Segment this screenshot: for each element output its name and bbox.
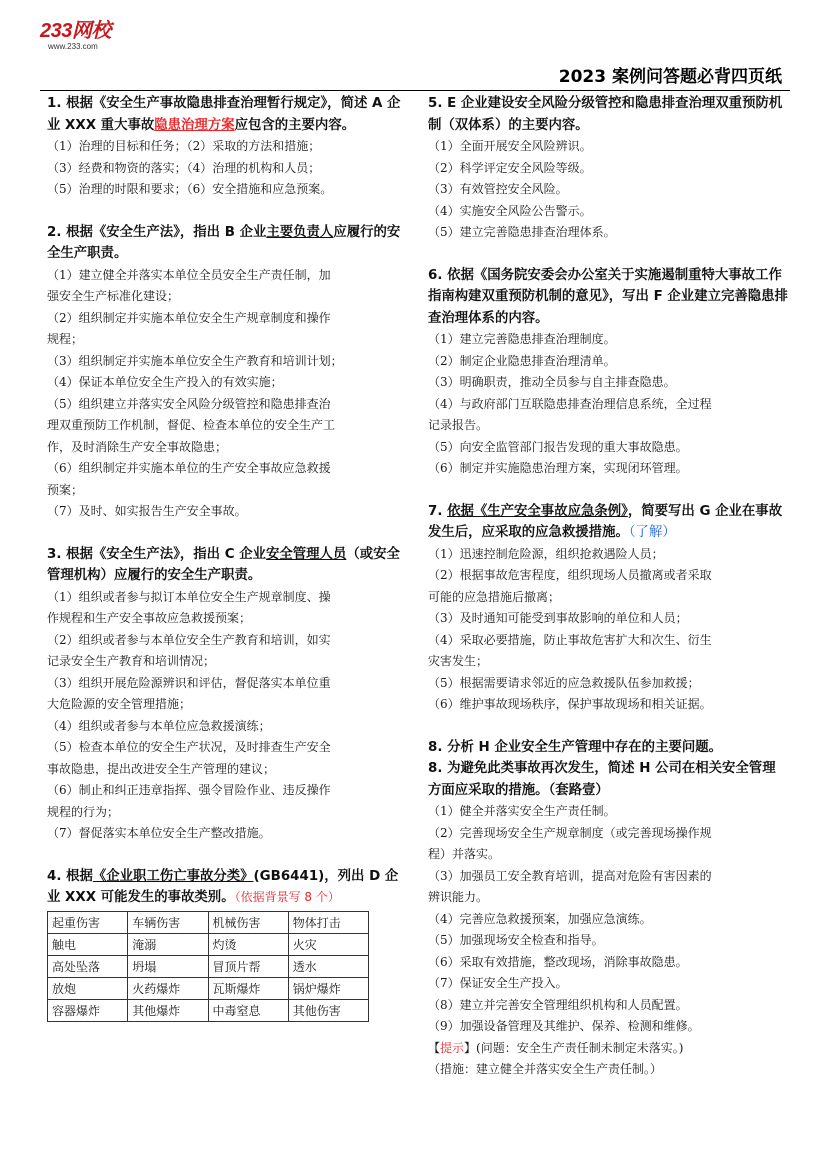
question-7-title: 7. 依据《生产安全事故应急条例》，简要写出 G 企业在事故发生后，应采取的应急救援措施。（了解） [428, 503, 783, 540]
answer-line: （3）经费和物资的落实；（4）治理的机构和人员； [47, 160, 321, 175]
answer-line: （7）保证安全生产投入。 [428, 976, 568, 990]
blue-note: （了解） [628, 525, 676, 540]
logo-text: 233网校 [40, 20, 111, 42]
answer-line: （7）督促落实本单位安全生产整改措施。 [47, 826, 271, 840]
answer-line: 预案； [47, 482, 84, 497]
question-3-title: 3. 根据《安全生产法》，指出 C 企业安全管理人员（或安全管理机构）应履行的安全生产职责。 [47, 546, 400, 583]
answer-line: 规程的行为； [47, 804, 120, 819]
table-cell: 透水 [288, 955, 368, 977]
answer-line: （2）完善现场安全生产规章制度（或完善现场操作规 [428, 825, 712, 840]
answer-line: （9）加强设备管理及其维护、保养、检测和维修。 [428, 1019, 700, 1033]
document-title: 2023 案例问答题必背四页纸 [558, 67, 782, 87]
answer-line: （5）组织建立并落实安全风险分级管控和隐患排查治 [47, 396, 331, 411]
answer-line: （3）组织制定并实施本单位安全生产教育和培训计划； [47, 353, 343, 368]
table-cell: 车辆伤害 [128, 911, 208, 933]
right-column [428, 93, 788, 1081]
answer-line: （4）与政府部门互联隐患排查治理信息系统，全过程 [428, 396, 712, 411]
table-cell: 其他伤害 [288, 999, 368, 1021]
answer-line: 可能的应急措施后撤离； [428, 589, 561, 604]
question-1-answers [47, 136, 407, 201]
tip-label: 提示 [440, 1040, 465, 1055]
table-cell: 物体打击 [288, 911, 368, 933]
table-row [48, 999, 369, 1021]
table-cell: 起重伤害 [48, 911, 128, 933]
question-8-answers [428, 801, 788, 1038]
red-note: （依据背景写 8 个） [234, 890, 340, 904]
logo [40, 20, 111, 51]
header-divider [40, 90, 790, 91]
answer-line: （4）实施安全风险公告警示。 [428, 203, 592, 218]
answer-line: 规程； [47, 332, 84, 346]
underlined-term: 主要负责人 [266, 224, 334, 240]
table-cell: 冒顶片帮 [208, 955, 288, 977]
highlight-term: 隐患治理方案 [154, 117, 235, 133]
answer-line: （8）建立并完善安全管理组织机构和人员配置。 [428, 997, 688, 1012]
underlined-term: 依据《生产安全事故应急条例》 [447, 503, 628, 519]
answer-line: 理双重预防工作机制，督促、检查本单位的安全生产工 [47, 418, 336, 432]
answer-line: （5）向安全监管部门报告发现的重大事故隐患。 [428, 439, 688, 454]
answer-line: （4）采取必要措施，防止事故危害扩大和次生、衍生 [428, 632, 712, 647]
question-4-title: 4. 根据《企业职工伤亡事故分类》(GB6441)，列出 D 企业 XXX 可能发生的事故类别。（依据背景写 8 个） [47, 868, 399, 905]
table-cell: 其他爆炸 [128, 999, 208, 1021]
tip-line: 【提示】(问题：安全生产责任制未制定未落实。) [428, 1040, 684, 1055]
question-8 [428, 737, 788, 1081]
answer-line: （3）组织开展危险源辨识和评估，督促落实本单位重 [47, 675, 331, 690]
answer-line: （1）健全并落实安全生产责任制。 [428, 804, 616, 818]
question-8-subtitle: 8. 为避免此类事故再次发生，简述 H 公司在相关安全管理方面应采取的措施。（套路壹） [428, 761, 776, 798]
table-cell: 坍塌 [128, 955, 208, 977]
question-3-answers [47, 587, 407, 845]
answer-line: （1）组织或者参与拟订本单位安全生产规章制度、操 [47, 589, 331, 604]
table-cell: 火灾 [288, 933, 368, 955]
answer-line: 记录安全生产教育和培训情况； [47, 654, 216, 668]
answer-line: 强安全生产标准化建设； [47, 289, 180, 303]
answer-line: （1）全面开展安全风险辨识。 [428, 139, 592, 153]
underlined-term: 《企业职工伤亡事故分类》 [92, 868, 254, 884]
question-2 [47, 222, 407, 523]
answer-line: 辨识能力。 [428, 890, 489, 904]
answer-line: （7）及时、如实报告生产安全事故。 [47, 504, 247, 518]
answer-line: （5）根据需要请求邻近的应急救援队伍参加救援； [428, 675, 700, 690]
question-8-title: 8. 分析 H 企业安全生产管理中存在的主要问题。 [428, 739, 723, 755]
answer-line: （1）建立完善隐患排查治理制度。 [428, 332, 616, 346]
question-6-title: 6. 依据《国务院安委会办公室关于实施遏制重特大事故工作指南构建双重预防机制的意见》，写出 F 企业建立完善隐患排查治理体系的内容。 [428, 267, 788, 326]
answer-line: （4）保证本单位安全生产投入的有效实施； [47, 375, 283, 389]
table-row [48, 977, 369, 999]
table-cell: 中毒窒息 [208, 999, 288, 1021]
tip-measure: （措施：建立健全并落实安全生产责任制。） [428, 1062, 663, 1076]
answer-line: （3）明确职责，推动全员参与自主排查隐患。 [428, 375, 676, 389]
table-row [48, 955, 369, 977]
table-cell: 锅炉爆炸 [288, 977, 368, 999]
answer-line: （3）有效管控安全风险。 [428, 182, 568, 196]
answer-line: 记录报告。 [428, 418, 489, 432]
question-5 [428, 93, 788, 244]
question-5-title: 5. E 企业建设安全风险分级管控和隐患排查治理双重预防机制（双体系）的主要内容。 [428, 96, 783, 133]
answer-line: （4）完善应急救援预案，加强应急演练。 [428, 911, 652, 926]
question-2-answers [47, 265, 407, 523]
answer-line: （5）检查本单位的安全生产状况，及时排查生产安全 [47, 740, 331, 754]
answer-line: （1）建立健全并落实本单位全员安全生产责任制，加 [47, 267, 331, 282]
answer-line: （6）制止和纠正违章指挥、强令冒险作业、违反操作 [47, 783, 331, 797]
logo-url: www.233.com [48, 42, 98, 51]
question-1 [47, 93, 407, 201]
table-cell: 火药爆炸 [128, 977, 208, 999]
question-6 [428, 265, 788, 480]
accident-category-table [47, 911, 369, 1022]
answer-line: （1）治理的目标和任务；（2）采取的方法和措施； [47, 139, 321, 153]
table-cell: 高处坠落 [48, 955, 128, 977]
question-7 [428, 501, 788, 716]
question-1-title: 1. 根据《安全生产事故隐患排查治理暂行规定》，简述 A 企业 XXX 重大事故隐患治理方案应包含的主要内容。 [47, 96, 401, 133]
answer-line: 作规程和生产安全事故应急救援预案； [47, 611, 252, 625]
answer-line: （4）组织或者参与本单位应急救援演练； [47, 718, 271, 733]
answer-line: （2）组织或者参与本单位安全生产教育和培训，如实 [47, 632, 331, 647]
answer-line: （3）加强员工安全教育培训，提高对危险有害因素的 [428, 868, 712, 883]
question-3 [47, 544, 407, 845]
table-cell: 放炮 [48, 977, 128, 999]
answer-line: （6）组织制定并实施本单位的生产安全事故应急救援 [47, 461, 331, 475]
table-cell: 瓦斯爆炸 [208, 977, 288, 999]
answer-line: 事故隐患，提出改进安全生产管理的建议； [47, 761, 276, 776]
answer-line: （1）迅速控制危险源，组织抢救遇险人员； [428, 546, 664, 561]
table-cell: 容器爆炸 [48, 999, 128, 1021]
answer-line: 大危险源的安全管理措施； [47, 697, 192, 711]
answer-line: （3）及时通知可能受到事故影响的单位和人员； [428, 611, 688, 625]
question-7-answers [428, 544, 788, 716]
table-cell: 灼烫 [208, 933, 288, 955]
table-cell: 淹溺 [128, 933, 208, 955]
answer-line: （5）建立完善隐患排查治理体系。 [428, 225, 616, 239]
answer-line: （2）科学评定安全风险等级。 [428, 160, 592, 175]
underlined-term: 安全管理人员 [266, 546, 347, 562]
answer-line: 灾害发生； [428, 654, 489, 668]
answer-line: 作，及时消除生产安全事故隐患； [47, 439, 228, 454]
table-row [48, 911, 369, 933]
answer-line: （5）加强现场安全检查和指导。 [428, 933, 604, 947]
table-cell: 触电 [48, 933, 128, 955]
question-6-answers [428, 329, 788, 480]
answer-line: （2）根据事故危害程度，组织现场人员撤离或者采取 [428, 568, 712, 582]
question-2-title: 2. 根据《安全生产法》，指出 B 企业主要负责人应履行的安全生产职责。 [47, 224, 401, 261]
answer-line: （2）制定企业隐患排查治理清单。 [428, 353, 616, 368]
answer-line: （2）组织制定并实施本单位安全生产规章制度和操作 [47, 310, 331, 325]
answer-line: （5）治理的时限和要求；（6）安全措施和应急预案。 [47, 182, 333, 196]
table-row [48, 933, 369, 955]
answer-line: （6）制定并实施隐患治理方案，实现闭环管理。 [428, 461, 688, 475]
left-column [47, 93, 407, 1022]
question-5-answers [428, 136, 788, 244]
question-4 [47, 866, 407, 1022]
table-cell: 机械伤害 [208, 911, 288, 933]
answer-line: 程）并落实。 [428, 847, 501, 861]
answer-line: （6）采取有效措施，整改现场，消除事故隐患。 [428, 954, 688, 969]
answer-line: （6）维护事故现场秩序，保护事故现场和相关证据。 [428, 697, 712, 711]
